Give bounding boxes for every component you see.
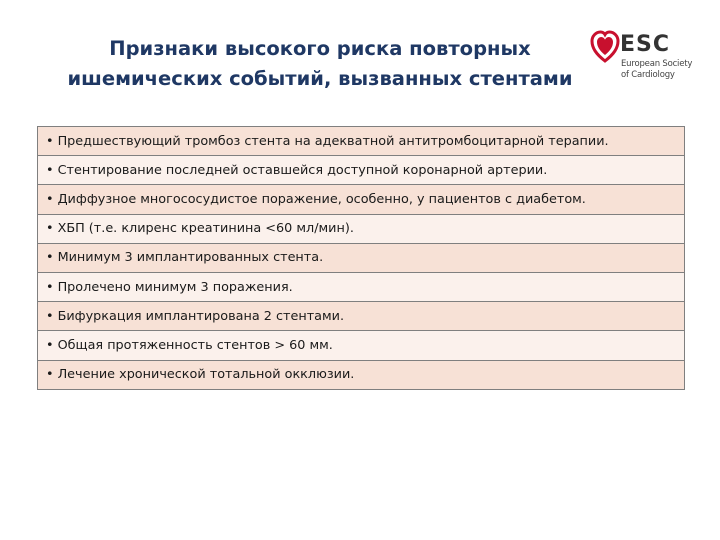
criteria-text: Бифуркация имплантирована 2 стентами.: [57, 308, 345, 324]
criteria-text: Общая протяженность стентов > 60 мм.: [57, 337, 333, 353]
table-row: [38, 331, 685, 360]
title-line-2: ишемических событий, вызванных стентами: [67, 67, 573, 90]
table-row: [38, 302, 685, 331]
table-row: [38, 243, 685, 272]
criteria-cell: [38, 331, 685, 360]
table-row: [38, 272, 685, 301]
criteria-text: Стентирование последней оставшейся доступной коронарной артерии.: [57, 162, 548, 178]
criteria-text: Минимум 3 имплантированных стента.: [57, 250, 324, 266]
title-line-1: Признаки высокого риска повторных: [109, 37, 531, 60]
heart-icon: [590, 30, 620, 64]
criteria-cell: [38, 243, 685, 272]
criteria-cell: [38, 185, 685, 214]
bullet: •: [46, 221, 54, 237]
page-title: [50, 34, 590, 94]
criteria-text: Лечение хронической тотальной окклюзии.: [57, 367, 355, 383]
table-row: [38, 127, 685, 156]
table-row: [38, 156, 685, 185]
esc-subtitle: [621, 59, 692, 81]
table-row: [38, 360, 685, 389]
risk-criteria-table: [37, 126, 685, 390]
criteria-text: Диффузное многососудистое поражение, особенно, у пациентов с диабетом.: [57, 191, 586, 207]
bullet: •: [46, 133, 54, 149]
criteria-cell: [38, 272, 685, 301]
esc-logo: [590, 30, 710, 92]
bullet: •: [46, 162, 54, 178]
esc-wordmark: ESC: [620, 32, 671, 57]
criteria-cell: [38, 156, 685, 185]
criteria-text: ХБП (т.е. клиренс креатинина <60 мл/мин).: [57, 221, 354, 237]
criteria-cell: [38, 302, 685, 331]
bullet: •: [46, 279, 54, 295]
criteria-text: Пролечено минимум 3 поражения.: [57, 279, 293, 295]
criteria-cell: [38, 360, 685, 389]
table-row: [38, 185, 685, 214]
bullet: •: [46, 337, 54, 353]
criteria-cell: [38, 127, 685, 156]
bullet: •: [46, 308, 54, 324]
bullet: •: [46, 250, 54, 266]
bullet: •: [46, 367, 54, 383]
criteria-text: Предшествующий тромбоз стента на адекватной антитромбоцитарной терапии.: [57, 133, 609, 149]
criteria-cell: [38, 214, 685, 243]
bullet: •: [46, 191, 54, 207]
table-row: [38, 214, 685, 243]
esc-subtitle-line-2: of Cardiology: [621, 70, 675, 80]
esc-subtitle-line-1: European Society: [621, 59, 693, 69]
